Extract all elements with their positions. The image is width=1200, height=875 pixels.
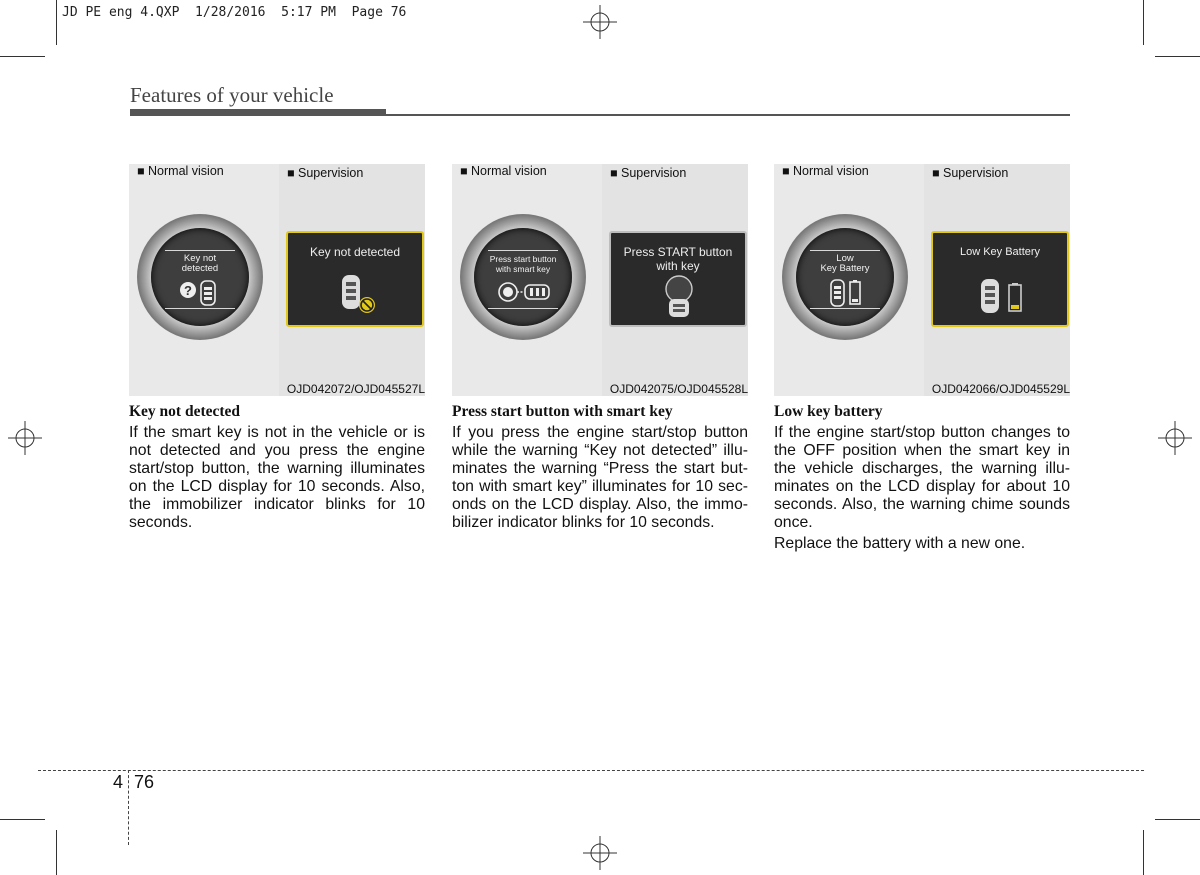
crop-mark [0, 819, 45, 820]
gauge-divider [810, 308, 880, 309]
key-prohibited-icon [338, 273, 378, 315]
lcd-display [931, 231, 1069, 327]
column-heading: Key not detected [129, 403, 241, 420]
cluster-gauge [782, 214, 908, 340]
crop-mark [1143, 0, 1144, 45]
cluster-gauge [460, 214, 586, 340]
lcd-display [609, 231, 747, 327]
gauge-face [796, 228, 894, 326]
paragraph: If the engine start/stop button changes to the OFF position when the smart key in the vehicle discharges, the warning illuminates on the LCD display for about 10 seconds. Also, the warning chime sounds once. [774, 424, 1070, 531]
gauge-divider [165, 250, 235, 251]
figure-code: OJD042075/OJD045528L [609, 382, 748, 396]
smart-key-start-icon [498, 280, 552, 304]
unknown-key-icon [179, 278, 223, 308]
column-heading: Low key battery [774, 403, 883, 420]
column-body [774, 424, 1070, 556]
key-battery-low-icon [977, 277, 1029, 317]
lcd-text: Low Key Battery [959, 246, 1041, 258]
engine-start-button-icon [661, 275, 697, 319]
paragraph: If you press the engine start/stop button while the warning “Key not detected” illuminates the warning “Press the start button with smart key” illuminates for 10 seconds on the LCD display. Also, the immobilizer indicator blinks for 10 seconds. [452, 424, 748, 531]
figure-label: ■ Normal vision [137, 164, 224, 178]
paragraph: Replace the battery with a new one. [774, 535, 1026, 552]
gauge-divider [488, 308, 558, 309]
key-battery-low-icon [830, 278, 862, 308]
gauge-text: with smart key [495, 264, 551, 274]
column-body [129, 424, 425, 535]
figure-code: OJD042072/OJD045527L [286, 382, 425, 396]
figure-supervision [279, 164, 425, 396]
chapter-number: 4 [113, 772, 124, 792]
crop-mark [56, 0, 57, 45]
gauge-divider [165, 308, 235, 309]
figure-label: ■ Normal vision [782, 164, 869, 178]
column-body [452, 424, 748, 535]
section-title: Features of your vehicle [130, 83, 334, 107]
registration-mark-icon [583, 836, 617, 870]
registration-mark-icon [583, 5, 617, 39]
figure-normal-vision [129, 164, 275, 396]
figure-supervision [924, 164, 1070, 396]
gauge-face [474, 228, 572, 326]
crop-mark [56, 830, 57, 875]
figure-label: ■ Normal vision [460, 164, 547, 178]
crop-mark [0, 56, 45, 57]
figure-code: OJD042066/OJD045529L [931, 382, 1070, 396]
printer-slug: JD PE eng 4.QXP 1/28/2016 5:17 PM Page 76 [62, 5, 407, 20]
registration-mark-icon [1158, 421, 1192, 455]
figure-key-not-detected [129, 164, 425, 396]
gauge-text: Key not [183, 253, 217, 264]
gauge-text: detected [181, 263, 219, 274]
figure-low-key-battery [774, 164, 1070, 396]
header-rule-thin [386, 114, 1070, 116]
gauge-text: Low [836, 253, 854, 264]
paragraph: If the smart key is not in the vehicle or is not detected and you press the engine start/stop button, the warning illuminates on the LCD display for 10 seconds. Also, the immobilizer indicator blinks for 10 seconds. [129, 424, 425, 531]
gauge-divider [810, 250, 880, 251]
header-rule-thick [130, 109, 386, 116]
crop-mark [1155, 819, 1200, 820]
figure-label: ■ Supervision [932, 166, 1009, 180]
cluster-gauge [137, 214, 263, 340]
figure-supervision [602, 164, 748, 396]
gauge-face [151, 228, 249, 326]
figure-label: ■ Supervision [287, 166, 364, 180]
figure-press-start-button [452, 164, 748, 396]
lcd-text: Press START button [623, 245, 733, 259]
gauge-text: Press start button [489, 254, 557, 264]
figure-normal-vision [774, 164, 920, 396]
figure-label: ■ Supervision [610, 166, 687, 180]
column-heading: Press start button with smart key [452, 403, 673, 420]
figure-normal-vision [452, 164, 598, 396]
gauge-text: Key Battery [820, 263, 870, 274]
lcd-display [286, 231, 424, 327]
page-number [113, 772, 154, 793]
page-number-value: 76 [134, 772, 155, 792]
registration-mark-icon [8, 421, 42, 455]
crop-mark [1143, 830, 1144, 875]
lcd-text: Key not detected [309, 245, 401, 259]
lcd-text: with key [656, 259, 700, 273]
footer-rule [38, 770, 1144, 771]
crop-mark [1155, 56, 1200, 57]
gauge-divider [488, 250, 558, 251]
svg-text:?: ? [184, 283, 192, 298]
